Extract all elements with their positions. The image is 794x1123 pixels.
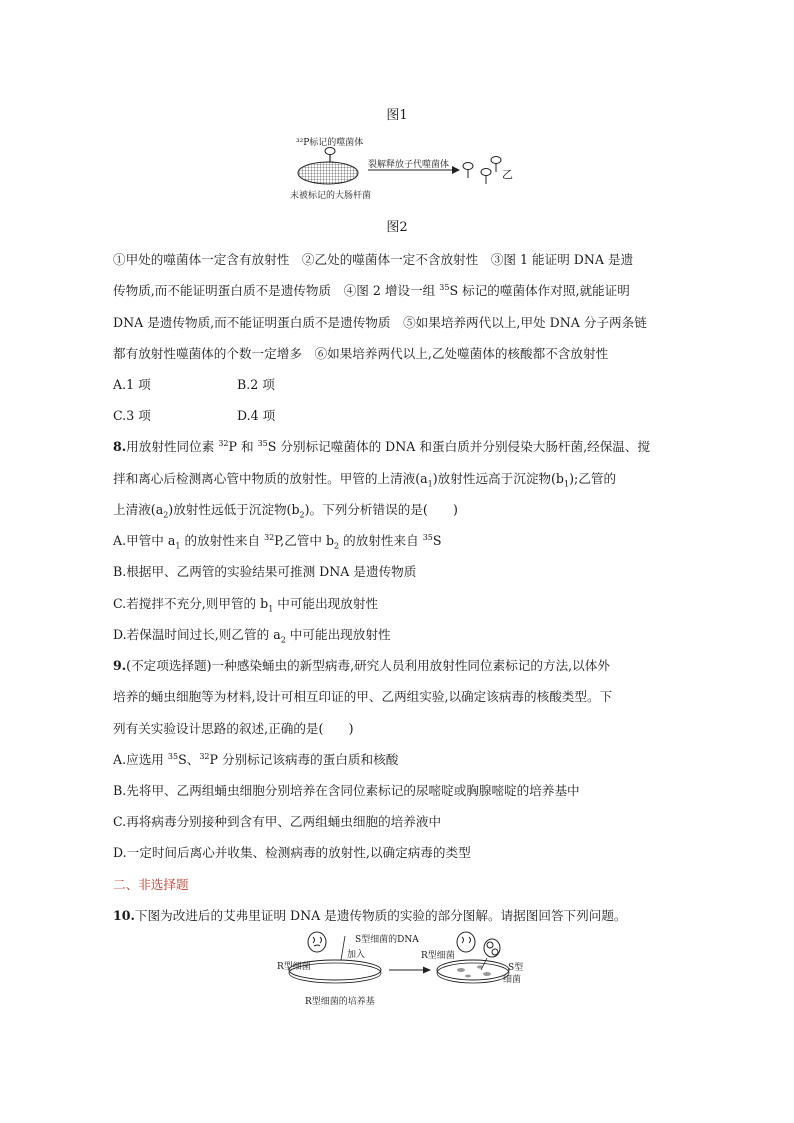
q9-option-d[interactable]: D.一定时间后离心并收集、检测病毒的放射性,以确定病毒的类型 [113,845,471,860]
q10-sdna-label: S型细菌的DNA [355,935,419,945]
q10-add-label: 加入 [347,950,366,960]
q8-line-3: 上清液$(a_2)$放射性远低于沉淀物$(b_2)$。下列分析错误的是( ) [113,502,458,520]
q9-line-3: 列有关实验设计思路的叙述,正确的是( ) [113,721,354,736]
q7-line-2: 传物质,而不能证明蛋白质不是遗传物质 ④图 2 增设一组 $^{35}$S 标记的噬菌体作对照,就能证明 [113,282,630,298]
q8-option-c[interactable]: C.若搅拌不充分,则甲管的 $b_1$ 中可能出现放射性 [113,596,379,614]
q10-diagram [275,928,535,1010]
q9-option-a[interactable]: A.应选用 $^{35}$S、$^{32}$P 分别标记该病毒的蛋白质和核酸 [113,751,399,767]
q8-line-1: 8.用放射性同位素 $^{32}$P 和 $^{35}$S 分别标记噬菌体的 DNA 和蛋白质并分别侵染大肠杆菌,经保温、搅 [113,438,651,454]
q10-r-label-right: R型细菌 [421,951,455,961]
q7-line-4: 都有放射性噬菌体的个数一定增多 ⑥如果培养两代以上,乙处噬菌体的核酸都不含放射性 [113,346,609,361]
q9-line-1: 9.(不定项选择题)一种感染蛹虫的新型病毒,研究人员利用放射性同位素标记的方法,以体外 [113,658,610,673]
figure-2-caption: 图2 [386,220,408,235]
q8-option-d[interactable]: D.若保温时间过长,则乙管的 $a_2$ 中可能出现放射性 [113,627,391,645]
q7-line-3: DNA 是遗传物质,而不能证明蛋白质不是遗传物质 ⑤如果培养两代以上,甲处 DNA 分子两条链 [113,315,647,330]
q10-s-label: S型 [508,963,524,973]
q7-line-1: ①甲处的噬菌体一定含有放射性 ②乙处的噬菌体一定不含放射性 ③图 1 能证明 DNA 是遗 [113,252,634,267]
q10-r-label-left: R型细菌 [277,962,311,972]
figure-1-caption: 图1 [386,108,408,123]
fig2-yi-label: 乙 [502,168,513,181]
q9-line-2: 培养的蛹虫细胞等为材料,设计可相互印证的甲、乙两组实验,以确定该病毒的核酸类型。下 [113,689,613,704]
q10-medium-label: R型细菌的培养基 [305,997,375,1007]
q7-option-c[interactable]: C.3 项 [113,408,151,423]
fig2-arrow-label: 裂解释放子代噬菌体 [368,160,450,170]
q10-s-label-2: 细菌 [503,975,522,985]
q7-option-b[interactable]: B.2 项 [237,377,275,392]
q7-option-a[interactable]: A.1 项 [113,377,151,392]
q8-line-2: 拌和离心后检测离心管中物质的放射性。甲管的上清液$(a_1)$放射性远高于沉淀物$(b_1)$;乙管的 [113,471,617,489]
q7-option-d[interactable]: D.4 项 [237,408,276,423]
q8-option-a[interactable]: A.甲管中 $a_1$ 的放射性来自 $^{32}$P,乙管中 $b_2$ 的放射性来自 $^{35}$S [113,532,442,551]
q9-option-b[interactable]: B.先将甲、乙两组蛹虫细胞分别培养在含同位素标记的尿嘧啶或胸腺嘧啶的培养基中 [113,783,580,798]
q10-line-1: 10.下图为改进后的艾弗里证明 DNA 是遗传物质的实验的部分图解。请据图回答下列问题。 [113,908,627,923]
fig2-phage-label: ³²P标记的噬菌体 [296,138,364,148]
figure-2-diagram [290,128,520,208]
q8-option-b[interactable]: B.根据甲、乙两管的实验结果可推测 DNA 是遗传物质 [113,564,417,579]
section-heading: 二、非选择题 [113,877,189,892]
q9-option-c[interactable]: C.再将病毒分别接种到含有甲、乙两组蛹虫细胞的培养液中 [113,814,442,829]
fig2-ecoli-label: 未被标记的大肠杆菌 [290,191,372,201]
